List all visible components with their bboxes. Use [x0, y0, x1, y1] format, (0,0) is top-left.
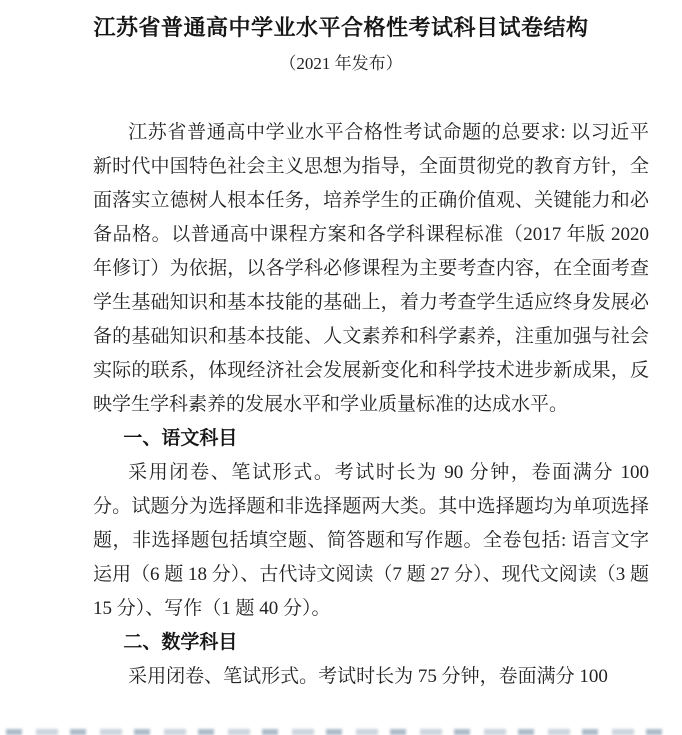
- document-title: 江苏省普通高中学业水平合格性考试科目试卷结构: [93, 15, 589, 40]
- document-subtitle: （2021 年发布）: [279, 54, 403, 73]
- section-heading-math: 二、数学科目: [123, 632, 238, 653]
- document-body: [93, 116, 649, 694]
- section-body-math: 采用闭卷、笔试形式。考试时长为 75 分钟，卷面满分 100: [128, 666, 608, 687]
- section-heading-chinese: 一、语文科目: [123, 428, 238, 449]
- cropped-next-line-artifact: [6, 729, 672, 735]
- intro-paragraph: 江苏省普通高中学业水平合格性考试命题的总要求: 以习近平新时代中国特色社会主义思想为指导，全面贯彻党的教育方针，全面落实立德树人根本任务，培养学生的正确价值观、关键能力和必备品格。以普通高中课程方案和各学科课程标准（2017 年版 2020 年修订）为依据，以各学科必修课程为主要考查内容，在全面考查学生基础知识和基本技能的基础上，着力考查学生适应终身发展必备的基础知识和基本技能、人文素养和科学素养，注重加强与社会实际的联系，体现经济社会发展新变化和科学技术进步新成果，反映学生学科素养的发展水平和学业质量标准的达成水平。: [93, 122, 649, 415]
- section-body-chinese: 采用闭卷、笔试形式。考试时长为 90 分钟，卷面满分 100 分。试题分为选择题和非选择题两大类。其中选择题均为单项选择题，非选择题包括填空题、简答题和写作题。全卷包括: 语言文字运用（6 题 18 分）、古代诗文阅读（7 题 27 分）、现代文阅读（3 题 15 分）、写作（1 题 40 分）。: [93, 462, 649, 619]
